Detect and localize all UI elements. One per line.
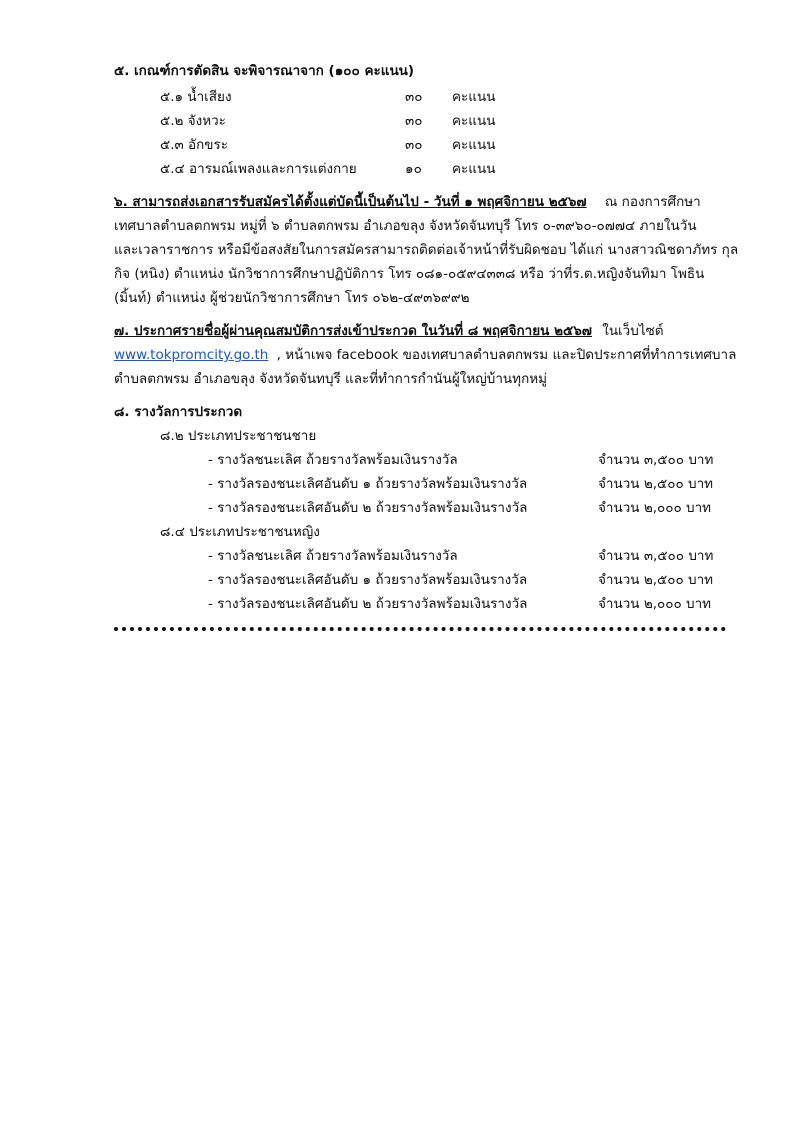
- section6-line3: และเวลาราชการ หรือมีข้อสงสัยในการสมัครสามารถติดต่อเจ้าหน้าที่รับผิดชอบ ได้แก่ นางสาวณิชดาภัทร กุล: [114, 242, 739, 258]
- criteria-score: ๓๐: [405, 89, 423, 105]
- criteria-unit: คะแนน: [452, 137, 496, 153]
- prize-group-title: ๘.๒ ประเภทประชาชนชาย: [160, 428, 317, 444]
- section7-tail: ในเว็บไซต์: [602, 323, 664, 339]
- section8-heading: ๘. รางวัลการประกวด: [114, 404, 243, 420]
- section6-line5: (มิ้นท์) ตำแหน่ง ผู้ช่วยนักวิชาการศึกษา โทร ๐๖๒-๔๙๓๖๙๙๒: [114, 290, 470, 306]
- section7-line1: [114, 321, 664, 341]
- criteria-label: ๕.๑ น้ำเสียง: [160, 89, 232, 105]
- prize-amount: จำนวน ๓,๕๐๐ บาท: [598, 452, 714, 468]
- prize-label: - รางวัลรองชนะเลิศอันดับ ๑ ถ้วยรางวัลพร้อมเงินรางวัล: [208, 476, 528, 492]
- criteria-label: ๕.๓ อักขระ: [160, 137, 229, 153]
- criteria-unit: คะแนน: [452, 161, 496, 177]
- dotted-divider: [114, 627, 726, 631]
- prize-label: - รางวัลรองชนะเลิศอันดับ ๑ ถ้วยรางวัลพร้อมเงินรางวัล: [208, 572, 528, 588]
- section6-tail: ณ กองการศึกษา: [604, 194, 701, 210]
- prize-group-title: ๘.๔ ประเภทประชาชนหญิง: [160, 524, 320, 540]
- section7-heading: ๗. ประกาศรายชื่อผู้ผ่านคุณสมบัติการส่งเข้าประกวด ในวันที่ ๘ พฤศจิกายน ๒๕๖๗: [114, 323, 592, 339]
- section5-heading: ๕. เกณฑ์การตัดสิน จะพิจารณาจาก (๑๐๐ คะแนน): [114, 63, 415, 79]
- criteria-score: ๓๐: [405, 113, 423, 129]
- prize-amount: จำนวน ๒,๐๐๐ บาท: [598, 596, 712, 612]
- criteria-score: ๑๐: [405, 161, 422, 177]
- section6-line4: กิจ (หนิง) ตำแหน่ง นักวิชาการศึกษาปฏิบัติการ โทร ๐๘๑-๐๕๙๔๓๓๘ หรือ ว่าที่ร.ต.หญิงจันทิมา โพธิน: [114, 266, 705, 282]
- section6-heading: ๖. สามารถส่งเอกสารรับสมัครได้ตั้งแต่บัดนี้เป็นต้นไป - วันที่ ๑ พฤศจิกายน ๒๕๖๗: [114, 194, 587, 210]
- section6-line2: เทศบาลตำบลตกพรม หมู่ที่ ๖ ตำบลตกพรม อำเภอขลุง จังหวัดจันทบุรี โทร ๐-๓๙๖๐-๐๗๗๔ ภายในวัน: [114, 218, 697, 234]
- prize-amount: จำนวน ๒,๐๐๐ บาท: [598, 500, 712, 516]
- prize-label: - รางวัลชนะเลิศ ถ้วยรางวัลพร้อมเงินรางวัล: [208, 452, 458, 468]
- criteria-unit: คะแนน: [452, 89, 496, 105]
- criteria-label: ๕.๒ จังหวะ: [160, 113, 226, 129]
- prize-amount: จำนวน ๒,๕๐๐ บาท: [598, 476, 714, 492]
- criteria-score: ๓๐: [405, 137, 423, 153]
- prize-amount: จำนวน ๒,๕๐๐ บาท: [598, 572, 714, 588]
- criteria-label: ๕.๔ อารมณ์เพลงและการแต่งกาย: [160, 161, 357, 177]
- prize-label: - รางวัลชนะเลิศ ถ้วยรางวัลพร้อมเงินรางวัล: [208, 548, 458, 564]
- criteria-unit: คะแนน: [452, 113, 496, 129]
- website-link[interactable]: www.tokpromcity.go.th: [114, 347, 269, 363]
- section7-line2: [114, 345, 736, 365]
- prize-label: - รางวัลรองชนะเลิศอันดับ ๒ ถ้วยรางวัลพร้อมเงินรางวัล: [208, 500, 528, 516]
- prize-label: - รางวัลรองชนะเลิศอันดับ ๒ ถ้วยรางวัลพร้อมเงินรางวัล: [208, 596, 528, 612]
- section6-line1: [114, 192, 701, 212]
- section7-line2-rest: , หน้าเพจ facebook ของเทศบาลตำบลตกพรม และปิดประกาศที่ทำการเทศบาล: [276, 347, 737, 363]
- section7-line3: ตำบลตกพรม อำเภอขลุง จังหวัดจันทบุรี และที่ทำการกำนันผู้ใหญ่บ้านทุกหมู่: [114, 371, 548, 387]
- prize-amount: จำนวน ๓,๕๐๐ บาท: [598, 548, 714, 564]
